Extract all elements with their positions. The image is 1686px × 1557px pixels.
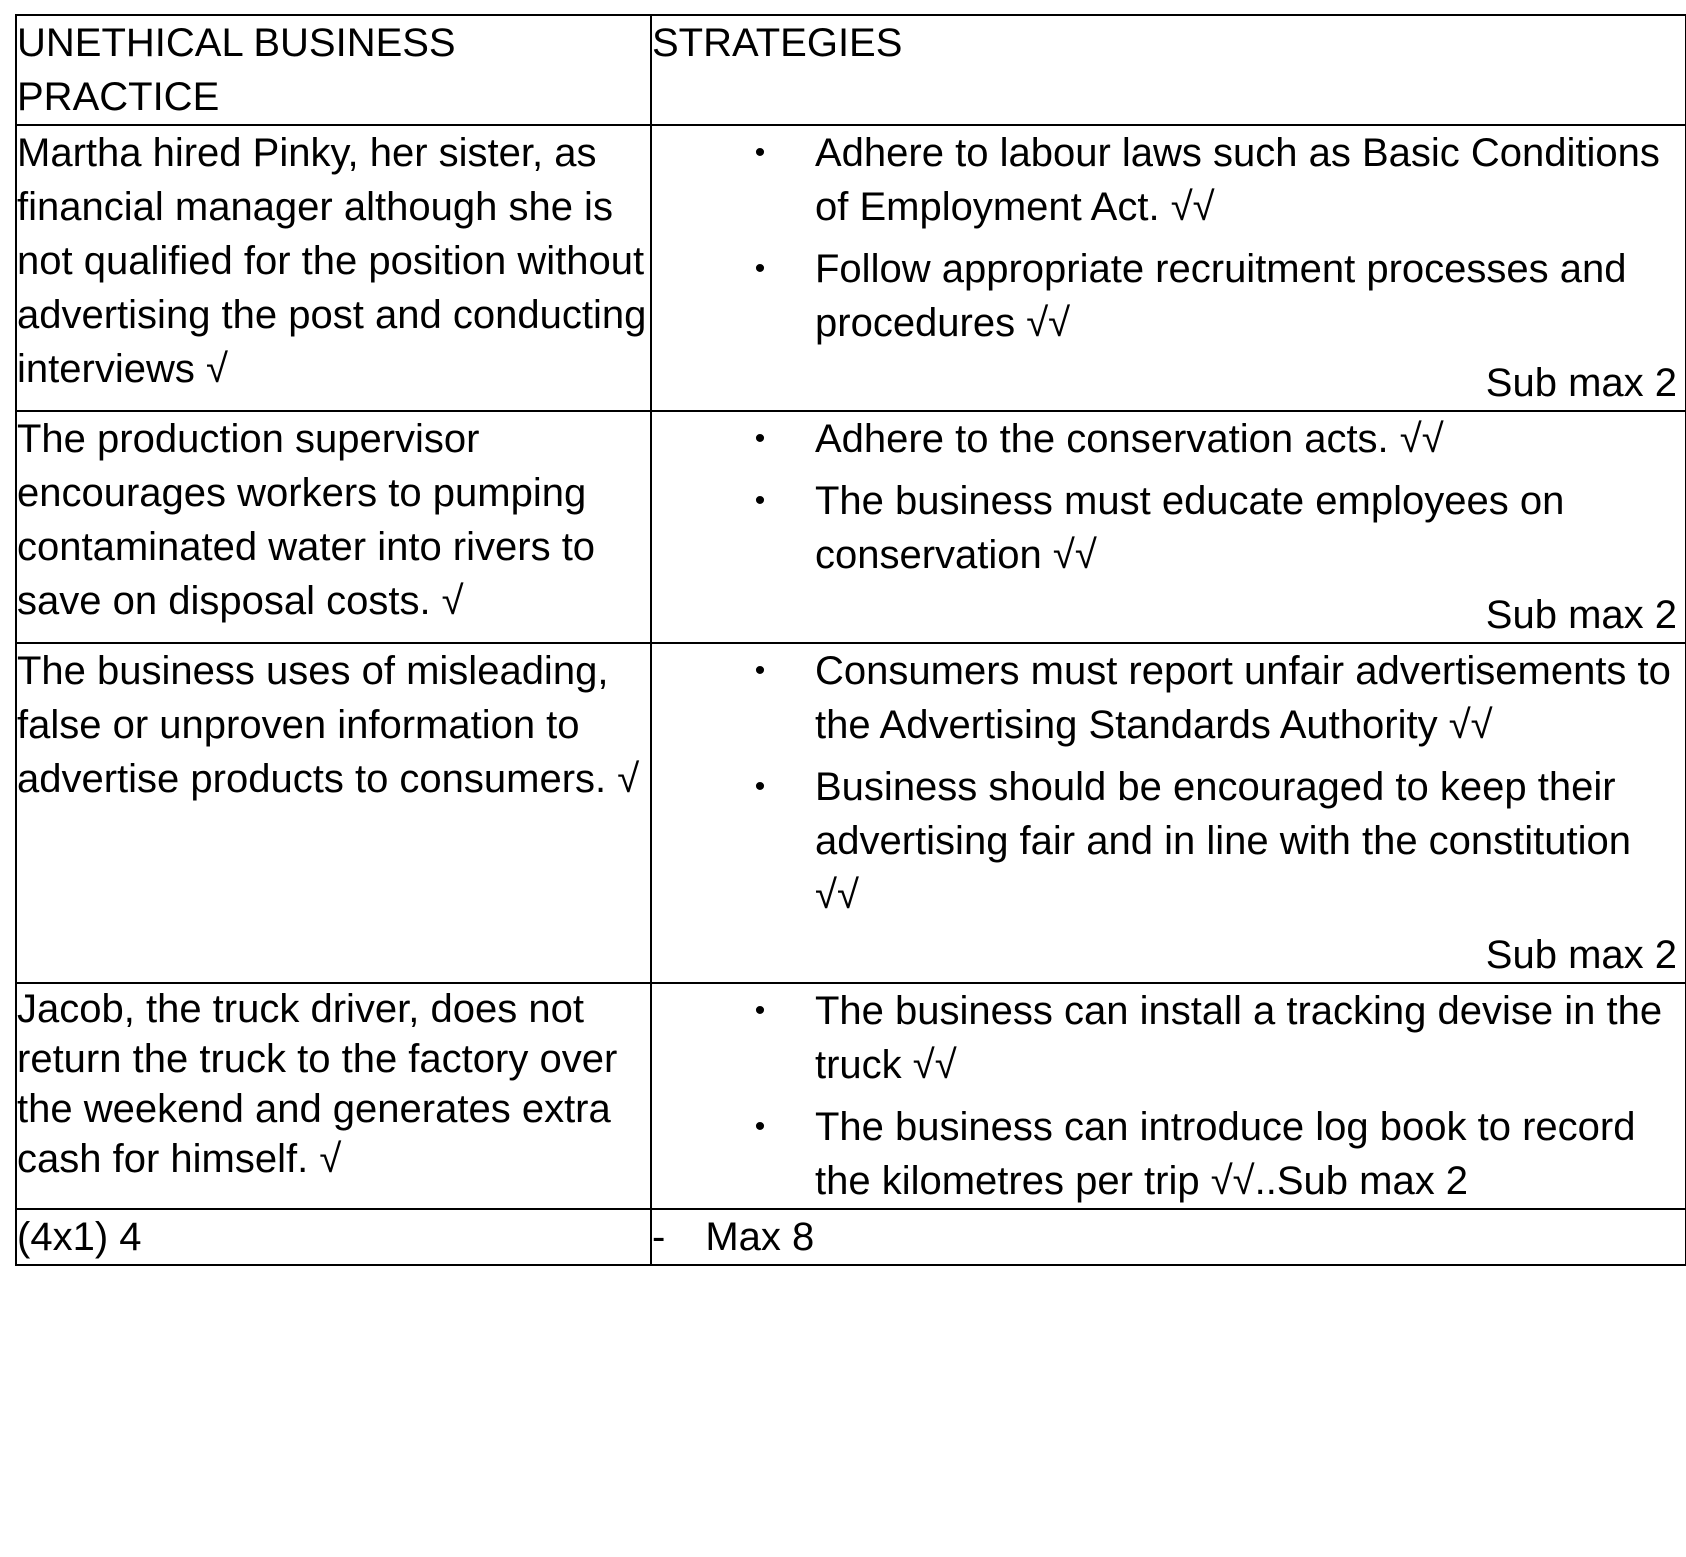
bullet-icon: • — [754, 136, 766, 169]
list-item — [652, 126, 1685, 234]
table-row — [16, 125, 1686, 411]
list-item — [652, 242, 1685, 350]
table-row — [16, 411, 1686, 643]
strategy-text: Business should be encouraged to keep their advertising fair and in line with the constitution √√ — [815, 765, 1632, 917]
bullet-icon: • — [754, 252, 766, 285]
strategy-list — [652, 412, 1685, 582]
header-practice: UNETHICAL BUSINESS PRACTICE — [16, 15, 651, 125]
list-item — [652, 412, 1685, 466]
strategies-total: Max 8 — [705, 1215, 815, 1259]
bullet-icon: • — [754, 422, 766, 455]
table-row — [16, 643, 1686, 983]
sub-max-label: Sub max 2 — [1485, 593, 1677, 637]
dash-label: - — [652, 1215, 666, 1259]
strategy-text: Adhere to the conservation acts. √√ — [815, 417, 1444, 461]
list-item — [652, 984, 1685, 1092]
strategies-cell — [651, 411, 1686, 643]
strategy-text: The business must educate employees on conservation √√ — [815, 479, 1565, 577]
strategies-cell — [651, 643, 1686, 983]
strategy-text: Follow appropriate recruitment processes and procedures √√ — [815, 247, 1627, 345]
practice-cell: The production supervisor encourages workers to pumping contaminated water into rivers to save on disposal costs. √ — [16, 411, 651, 643]
sub-max-label: Sub max 2 — [1485, 361, 1677, 405]
total-row — [16, 1209, 1686, 1265]
strategy-list — [652, 644, 1685, 922]
strategy-text: The business can introduce log book to record the kilometres per trip √√..Sub max 2 — [815, 1105, 1636, 1203]
table-row — [16, 983, 1686, 1209]
list-item — [652, 644, 1685, 752]
strategy-list — [652, 126, 1685, 350]
practice-cell: Jacob, the truck driver, does not return the truck to the factory over the weekend and generates extra cash for himself. √ — [16, 983, 651, 1209]
practice-cell: Martha hired Pinky, her sister, as financial manager although she is not qualified for the position without advertising the post and conducting interviews √ — [16, 125, 651, 411]
strategy-text: Consumers must report unfair advertisements to the Advertising Standards Authority √√ — [815, 649, 1671, 747]
practice-total: (4x1) 4 — [16, 1209, 651, 1265]
list-item — [652, 760, 1685, 922]
list-item — [652, 474, 1685, 582]
list-item — [652, 1100, 1685, 1208]
sub-max-label: Sub max 2 — [1485, 933, 1677, 977]
header-row — [16, 15, 1686, 125]
bullet-icon: • — [754, 994, 766, 1027]
bullet-icon: • — [754, 1110, 766, 1143]
bullet-icon: • — [754, 770, 766, 803]
bullet-icon: • — [754, 484, 766, 517]
header-strategies: STRATEGIES — [651, 15, 1686, 125]
practice-cell: The business uses of misleading, false or unproven information to advertise products to consumers. √ — [16, 643, 651, 983]
memo-table — [15, 14, 1686, 1266]
strategies-cell — [651, 983, 1686, 1209]
strategies-total-cell — [651, 1209, 1686, 1265]
strategies-cell — [651, 125, 1686, 411]
strategy-list — [652, 984, 1685, 1208]
bullet-icon: • — [754, 654, 766, 687]
strategy-text: Adhere to labour laws such as Basic Conditions of Employment Act. √√ — [815, 131, 1660, 229]
strategy-text: The business can install a tracking devise in the truck √√ — [815, 989, 1663, 1087]
